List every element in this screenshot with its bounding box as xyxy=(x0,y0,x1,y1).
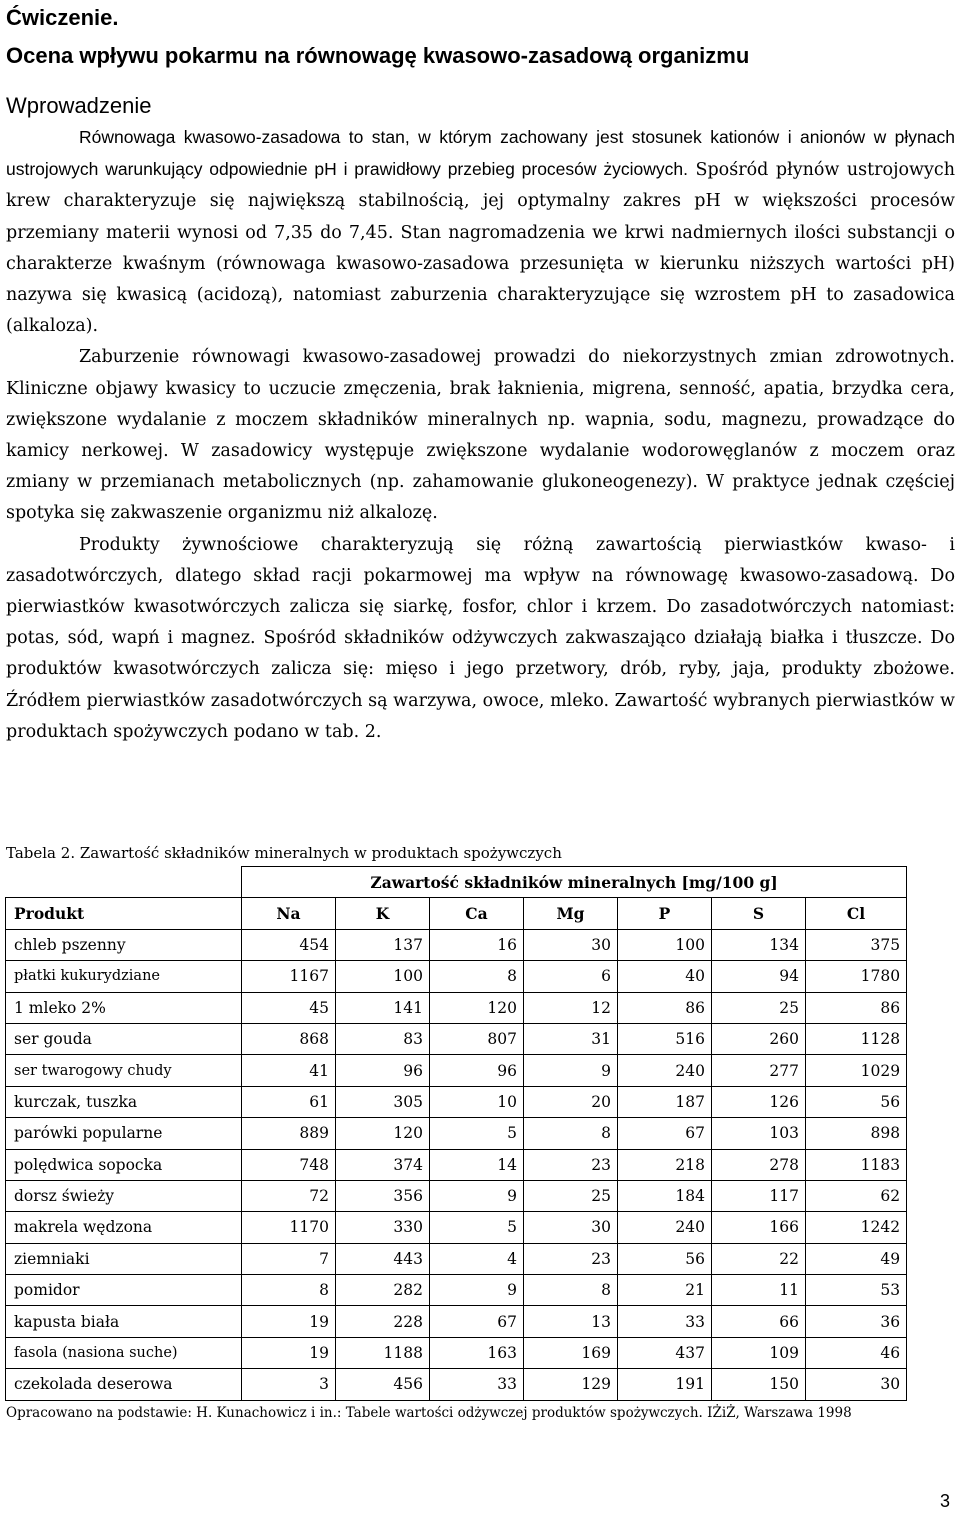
value-cell-na: 7 xyxy=(242,1243,336,1274)
value-cell-s: 11 xyxy=(712,1275,806,1306)
column-header-mg: Mg xyxy=(524,898,618,929)
value-cell-p: 21 xyxy=(618,1275,712,1306)
value-cell-k: 83 xyxy=(336,1023,430,1054)
value-cell-na: 41 xyxy=(242,1055,336,1086)
value-cell-mg: 169 xyxy=(524,1337,618,1368)
value-cell-na: 8 xyxy=(242,1275,336,1306)
value-cell-k: 96 xyxy=(336,1055,430,1086)
value-cell-mg: 9 xyxy=(524,1055,618,1086)
table-row xyxy=(6,1243,907,1274)
value-cell-s: 22 xyxy=(712,1243,806,1274)
table-row xyxy=(6,929,907,960)
table-row xyxy=(6,1023,907,1054)
value-cell-na: 19 xyxy=(242,1337,336,1368)
table-caption: Tabela 2. Zawartość składników mineralnych w produktach spożywczych xyxy=(6,844,562,862)
page-number: 3 xyxy=(940,1491,951,1511)
product-name-cell: polędwica sopocka xyxy=(6,1149,242,1180)
value-cell-ca: 163 xyxy=(430,1337,524,1368)
value-cell-s: 25 xyxy=(712,992,806,1023)
value-cell-s: 103 xyxy=(712,1118,806,1149)
value-cell-ca: 9 xyxy=(430,1275,524,1306)
product-name-cell: chleb pszenny xyxy=(6,929,242,960)
table-row xyxy=(6,992,907,1023)
value-cell-ca: 10 xyxy=(430,1086,524,1117)
value-cell-k: 228 xyxy=(336,1306,430,1337)
value-cell-p: 40 xyxy=(618,961,712,992)
value-cell-k: 374 xyxy=(336,1149,430,1180)
value-cell-cl: 1128 xyxy=(806,1023,907,1054)
table-row xyxy=(6,1180,907,1211)
product-name-cell: ser gouda xyxy=(6,1023,242,1054)
value-cell-na: 1170 xyxy=(242,1212,336,1243)
value-cell-mg: 23 xyxy=(524,1243,618,1274)
value-cell-mg: 30 xyxy=(524,1212,618,1243)
value-cell-s: 277 xyxy=(712,1055,806,1086)
table-row xyxy=(6,1086,907,1117)
value-cell-k: 282 xyxy=(336,1275,430,1306)
value-cell-mg: 25 xyxy=(524,1180,618,1211)
value-cell-cl: 1242 xyxy=(806,1212,907,1243)
value-cell-k: 137 xyxy=(336,929,430,960)
value-cell-na: 72 xyxy=(242,1180,336,1211)
value-cell-p: 67 xyxy=(618,1118,712,1149)
paragraph-1-part-b: Spośród płynów ustrojowych krew charakteryzuje się największą stabilnością, jej optymalny zakres pH w większości procesów przemiany materii wynosi od 7,35 do 7,45. Stan nagromadzenia we krwi nadmiernych ilości substancji o charakterze kwaśnym (równowaga kwasowo-zasadowa przesunięta w kierunku niższych wartości pH) nazywa się kwasicą (acidozą), natomiast zaburzenia charakteryzujące się wzrostem pH to zasadowica (alkaloza). xyxy=(6,160,955,337)
value-cell-mg: 31 xyxy=(524,1023,618,1054)
table-group-header: Zawartość składników mineralnych [mg/100 g] xyxy=(242,867,907,898)
table-row xyxy=(6,1306,907,1337)
introduction-body xyxy=(6,122,955,748)
value-cell-cl: 1183 xyxy=(806,1149,907,1180)
value-cell-cl: 62 xyxy=(806,1180,907,1211)
value-cell-p: 191 xyxy=(618,1369,712,1400)
value-cell-cl: 46 xyxy=(806,1337,907,1368)
value-cell-k: 305 xyxy=(336,1086,430,1117)
value-cell-s: 150 xyxy=(712,1369,806,1400)
product-name-cell: makrela wędzona xyxy=(6,1212,242,1243)
table-body xyxy=(6,929,907,1400)
column-header-na: Na xyxy=(242,898,336,929)
value-cell-ca: 16 xyxy=(430,929,524,960)
value-cell-p: 33 xyxy=(618,1306,712,1337)
product-name-cell: ziemniaki xyxy=(6,1243,242,1274)
source-note: Opracowano na podstawie: H. Kunachowicz i in.: Tabele wartości odżywczej produktów spożywczych. IŻiŻ, Warszawa 1998 xyxy=(6,1405,852,1421)
value-cell-cl: 49 xyxy=(806,1243,907,1274)
value-cell-mg: 8 xyxy=(524,1118,618,1149)
table-corner-cell xyxy=(6,867,242,898)
value-cell-p: 100 xyxy=(618,929,712,960)
table-row xyxy=(6,1149,907,1180)
column-header-ca: Ca xyxy=(430,898,524,929)
value-cell-mg: 13 xyxy=(524,1306,618,1337)
value-cell-cl: 86 xyxy=(806,992,907,1023)
product-name-cell: kurczak, tuszka xyxy=(6,1086,242,1117)
value-cell-s: 260 xyxy=(712,1023,806,1054)
column-header-k: K xyxy=(336,898,430,929)
table-row xyxy=(6,1369,907,1400)
column-header-product: Produkt xyxy=(6,898,242,929)
value-cell-p: 437 xyxy=(618,1337,712,1368)
value-cell-mg: 6 xyxy=(524,961,618,992)
document-heading xyxy=(6,4,946,70)
value-cell-p: 516 xyxy=(618,1023,712,1054)
value-cell-cl: 375 xyxy=(806,929,907,960)
product-name-cell: czekolada deserowa xyxy=(6,1369,242,1400)
value-cell-p: 187 xyxy=(618,1086,712,1117)
value-cell-ca: 5 xyxy=(430,1212,524,1243)
column-header-cl: Cl xyxy=(806,898,907,929)
value-cell-p: 184 xyxy=(618,1180,712,1211)
value-cell-k: 120 xyxy=(336,1118,430,1149)
value-cell-s: 126 xyxy=(712,1086,806,1117)
value-cell-cl: 53 xyxy=(806,1275,907,1306)
product-name-cell: kapusta biała xyxy=(6,1306,242,1337)
product-name-cell: pomidor xyxy=(6,1275,242,1306)
value-cell-ca: 67 xyxy=(430,1306,524,1337)
value-cell-k: 356 xyxy=(336,1180,430,1211)
column-header-p: P xyxy=(618,898,712,929)
value-cell-cl: 30 xyxy=(806,1369,907,1400)
value-cell-ca: 9 xyxy=(430,1180,524,1211)
value-cell-s: 66 xyxy=(712,1306,806,1337)
paragraph-acid-base-balance xyxy=(6,122,955,342)
value-cell-na: 61 xyxy=(242,1086,336,1117)
product-name-cell: dorsz świeży xyxy=(6,1180,242,1211)
product-name-cell: ser twarogowy chudy xyxy=(6,1055,242,1086)
value-cell-ca: 14 xyxy=(430,1149,524,1180)
table-row xyxy=(6,1337,907,1368)
value-cell-na: 19 xyxy=(242,1306,336,1337)
paragraph-1-part-a: Równowaga kwasowo-zasadowa to stan, w którym zachowany jest stosunek kationów i anionów w płynach ustrojowych warunkujący odpowiednie pH i prawidłowy przebieg procesów życiowych. xyxy=(6,127,955,180)
table-row xyxy=(6,1275,907,1306)
value-cell-s: 166 xyxy=(712,1212,806,1243)
value-cell-na: 748 xyxy=(242,1149,336,1180)
value-cell-mg: 129 xyxy=(524,1369,618,1400)
value-cell-k: 443 xyxy=(336,1243,430,1274)
table-row xyxy=(6,1212,907,1243)
value-cell-k: 1188 xyxy=(336,1337,430,1368)
value-cell-mg: 8 xyxy=(524,1275,618,1306)
exercise-label: Ćwiczenie. xyxy=(6,5,119,30)
product-name-cell: 1 mleko 2% xyxy=(6,992,242,1023)
value-cell-na: 889 xyxy=(242,1118,336,1149)
value-cell-ca: 4 xyxy=(430,1243,524,1274)
value-cell-s: 94 xyxy=(712,961,806,992)
value-cell-cl: 1029 xyxy=(806,1055,907,1086)
value-cell-p: 218 xyxy=(618,1149,712,1180)
value-cell-ca: 33 xyxy=(430,1369,524,1400)
value-cell-mg: 23 xyxy=(524,1149,618,1180)
paragraph-imbalance-effects: Zaburzenie równowagi kwasowo-zasadowej prowadzi do niekorzystnych zmian zdrowotnych. Kliniczne objawy kwasicy to uczucie zmęczenia, brak łaknienia, migrena, senność, apatia, brzydka cera, zwiększone wydalanie z moczem składników mineralnych np. wapnia, sodu, magnezu, prowadzące do kamicy nerkowej. W zasadowicy występuje zwiększone wydalanie wodorowęglanów z moczem oraz zmiany w przemianach metabolicznych (np. zahamowanie glukoneogenezy). W praktyce jednak częściej spotyka się zakwaszenie organizmu niż alkalozę. xyxy=(6,347,955,524)
value-cell-k: 456 xyxy=(336,1369,430,1400)
section-heading-introduction: Wprowadzenie xyxy=(6,93,152,118)
product-name-cell: fasola (nasiona suche) xyxy=(6,1337,242,1368)
value-cell-ca: 8 xyxy=(430,961,524,992)
value-cell-mg: 30 xyxy=(524,929,618,960)
value-cell-na: 868 xyxy=(242,1023,336,1054)
value-cell-p: 240 xyxy=(618,1212,712,1243)
product-name-cell: parówki popularne xyxy=(6,1118,242,1149)
value-cell-p: 86 xyxy=(618,992,712,1023)
value-cell-na: 45 xyxy=(242,992,336,1023)
value-cell-mg: 20 xyxy=(524,1086,618,1117)
table-column-header-row xyxy=(6,898,907,929)
value-cell-k: 141 xyxy=(336,992,430,1023)
value-cell-p: 240 xyxy=(618,1055,712,1086)
column-header-s: S xyxy=(712,898,806,929)
value-cell-s: 109 xyxy=(712,1337,806,1368)
value-cell-k: 100 xyxy=(336,961,430,992)
table-row xyxy=(6,1055,907,1086)
mineral-content-table xyxy=(5,866,907,1401)
value-cell-cl: 56 xyxy=(806,1086,907,1117)
value-cell-s: 134 xyxy=(712,929,806,960)
value-cell-ca: 120 xyxy=(430,992,524,1023)
value-cell-s: 117 xyxy=(712,1180,806,1211)
value-cell-mg: 12 xyxy=(524,992,618,1023)
value-cell-p: 56 xyxy=(618,1243,712,1274)
table-row xyxy=(6,961,907,992)
table-group-header-row xyxy=(6,867,907,898)
value-cell-cl: 36 xyxy=(806,1306,907,1337)
value-cell-na: 1167 xyxy=(242,961,336,992)
value-cell-ca: 807 xyxy=(430,1023,524,1054)
document-title: Ocena wpływu pokarmu na równowagę kwasowo-zasadową organizmu xyxy=(6,43,750,68)
table-row xyxy=(6,1118,907,1149)
value-cell-ca: 5 xyxy=(430,1118,524,1149)
value-cell-na: 3 xyxy=(242,1369,336,1400)
value-cell-na: 454 xyxy=(242,929,336,960)
value-cell-cl: 898 xyxy=(806,1118,907,1149)
value-cell-ca: 96 xyxy=(430,1055,524,1086)
value-cell-s: 278 xyxy=(712,1149,806,1180)
paragraph-food-products: Produkty żywnościowe charakteryzują się różną zawartością pierwiastków kwaso- i zasadotwórczych, dlatego skład racji pokarmowej ma wpływ na równowagę kwasowo-zasadową. Do pierwiastków kwasotwórczych zalicza się siarkę, fosfor, chlor i krzem. Do zasadotwórczych natomiast: potas, sód, wapń i magnez. Spośród składników odżywczych zakwaszająco działają białka i tłuszcze. Do produktów kwasotwórczych zalicza się: mięso i jego przetwory, drób, ryby, jaja, produkty zbożowe. Źródłem pierwiastków zasadotwórczych są warzywa, owoce, mleko. Zawartość wybranych pierwiastków w produktach spożywczych podano w tab. 2. xyxy=(6,534,955,742)
value-cell-k: 330 xyxy=(336,1212,430,1243)
value-cell-cl: 1780 xyxy=(806,961,907,992)
product-name-cell: płatki kukurydziane xyxy=(6,961,242,992)
